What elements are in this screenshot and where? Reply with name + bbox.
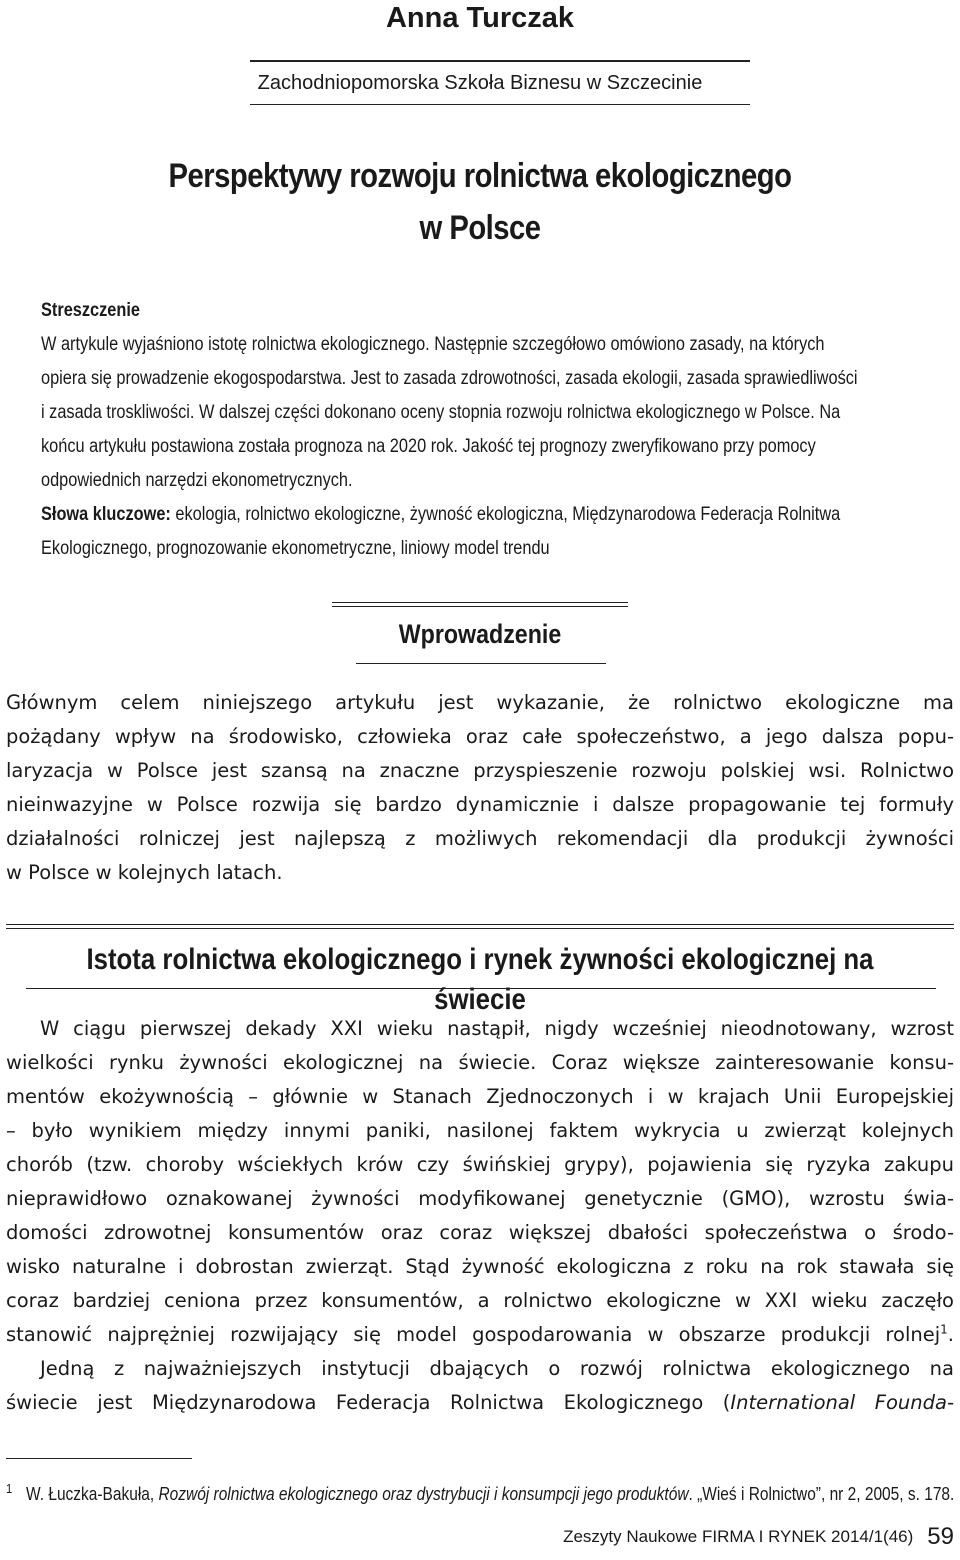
body-line bbox=[6, 1318, 954, 1352]
body-line: – było wynikiem między innymi paniki, nasilonej faktem wykrycia u zwierząt kolejnych bbox=[6, 1119, 954, 1142]
affiliation-rule-bottom bbox=[250, 104, 750, 105]
article-title-line-1: Perspektywy rozwoju rolnictwa ekologicznego bbox=[168, 157, 792, 195]
abstract-line: opiera się prowadzenie ekogospodarstwa. Jest to zasada zdrowotności, zasada ekologii, zasada sprawiedliwości bbox=[41, 368, 858, 389]
body-line bbox=[6, 1386, 954, 1420]
body-line-text: świecie jest Międzynarodowa Federacja Rolnictwa Ekologicznego ( bbox=[6, 1391, 731, 1414]
body-line: działalności rolniczej jest najlepszą z możliwych rekomendacji dla produkcji żywności bbox=[6, 827, 954, 850]
abstract-body bbox=[41, 328, 960, 498]
footnote-number: 1 bbox=[6, 1481, 13, 1496]
body-line: Głównym celem niniejszego artykułu jest wykazanie, że rolnictwo ekologiczne ma bbox=[6, 691, 954, 714]
abstract-line: końcu artykułu postawiona została prognoza na 2020 rok. Jakość tej prognozy zweryfikowano przy pomocy bbox=[41, 436, 816, 457]
keywords-label: Słowa kluczowe: bbox=[41, 504, 171, 525]
body-line: W ciągu pierwszej dekady XXI wieku nastąpił, nigdy wcześniej nieodnotowany, wzrost bbox=[40, 1017, 954, 1040]
body-line: laryzacja w Polsce jest szansą na znaczne przyspieszenie rozwoju polskiej wsi. Rolnictwo bbox=[6, 759, 954, 782]
body-line: nieinwazyjne w Polsce rozwija się bardzo dynamicznie i dalsze propagowanie tej formuły bbox=[6, 793, 954, 816]
body-line: coraz bardziej ceniona przez konsumentów, a rolnictwo ekologiczne w XXI wieku zaczęło bbox=[6, 1289, 954, 1312]
body-line: mentów ekożywnością – głównie w Stanach Zjednoczonych i w krajach Unii Europejskiej bbox=[6, 1085, 954, 1108]
abstract-line: odpowiednich narzędzi ekonometrycznych. bbox=[41, 470, 353, 491]
abstract-heading: Streszczenie bbox=[41, 300, 141, 321]
footnote-author: W. Łuczka-Bakuła, bbox=[25, 1484, 159, 1504]
footnote bbox=[6, 1476, 960, 1507]
keywords-text: ekologia, rolnictwo ekologiczne, żywność ekologiczna, Międzynarodowa Federacja Rolnitwa bbox=[170, 504, 841, 525]
page-footer bbox=[563, 1522, 954, 1552]
keywords-line-2: Ekologicznego, prognozowanie ekonometryczne, liniowy model trendu bbox=[41, 538, 550, 559]
section-rule-top-1 bbox=[6, 924, 954, 925]
introduction-body bbox=[6, 686, 954, 890]
body-line: Jedną z najważniejszych instytucji dbających o rozwój rolnictwa ekologicznego na bbox=[40, 1357, 954, 1380]
heading-rule-top-1 bbox=[332, 602, 628, 603]
heading-rule-bottom bbox=[356, 663, 606, 664]
footnote-title: Rozwój rolnictwa ekologicznego oraz dystrybucji i konsumpcji jego produktów bbox=[158, 1484, 689, 1504]
page-number: 59 bbox=[927, 1523, 954, 1550]
author-affiliation: Zachodniopomorska Szkoła Biznesu w Szczecinie bbox=[257, 72, 703, 94]
body-line-text: stanowić najprężniej rozwijający się model gospodarowania w obszarze produkcji rolnej bbox=[6, 1323, 941, 1346]
section-heading-introduction: Wprowadzenie bbox=[398, 619, 562, 649]
body-line: chorób (tzw. choroby wściekłych krów czy świńskiej grypy), pojawienia się ryzyka zakupu bbox=[6, 1153, 954, 1176]
body-line-end: . bbox=[947, 1323, 954, 1346]
journal-name: Zeszyty Naukowe FIRMA I RYNEK 2014/1(46) bbox=[563, 1527, 914, 1546]
body-line: pożądany wpływ na środowisko, człowieka oraz całe społeczeństwo, a jego dalsza popu- bbox=[6, 725, 954, 748]
body-line: wielkości rynku żywności ekologicznej na świecie. Coraz większe zainteresowanie konsu- bbox=[6, 1051, 954, 1074]
keywords-line-1 bbox=[41, 498, 960, 532]
keywords bbox=[41, 498, 960, 566]
section-body bbox=[6, 1012, 954, 1420]
footnote-rule bbox=[6, 1458, 192, 1459]
footnote-ref[interactable]: 1 bbox=[940, 1322, 948, 1337]
body-line: nieprawidłowo oznakowanej żywności modyfikowanej genetycznie (GMO), wzrostu świa- bbox=[6, 1187, 954, 1210]
abstract-line: i zasada troskliwości. W dalszej części dokonano oceny stopnia rozwoju rolnictwa ekologicznego w Polsce. Na bbox=[41, 402, 841, 423]
section-rule-top-2 bbox=[6, 928, 954, 929]
section-heading-essence: Istota rolnictwa ekologicznego i rynek żywności ekologicznej na świecie bbox=[86, 943, 874, 1016]
footnote-rest: . „Wieś i Rolnictwo”, nr 2, 2005, s. 178. bbox=[688, 1484, 955, 1504]
body-line: domości zdrowotnej konsumentów oraz coraz większej dbałości społeczeństwa o środo- bbox=[6, 1221, 954, 1244]
body-line: wisko naturalne i dobrostan zwierząt. Stąd żywność ekologiczna z roku na rok stawała się bbox=[6, 1255, 954, 1278]
abstract-line: W artykule wyjaśniono istotę rolnictwa ekologicznego. Następnie szczegółowo omówiono zasady, na których bbox=[41, 334, 825, 355]
section-rule-bottom bbox=[26, 988, 936, 989]
affiliation-rule-top bbox=[250, 60, 750, 62]
body-line-italic: International Founda- bbox=[730, 1391, 954, 1414]
author-name: Anna Turczak bbox=[385, 2, 574, 34]
article-title-line-2: w Polsce bbox=[419, 209, 541, 247]
body-line: w Polsce w kolejnych latach. bbox=[6, 861, 283, 884]
heading-rule-top-2 bbox=[332, 606, 628, 607]
